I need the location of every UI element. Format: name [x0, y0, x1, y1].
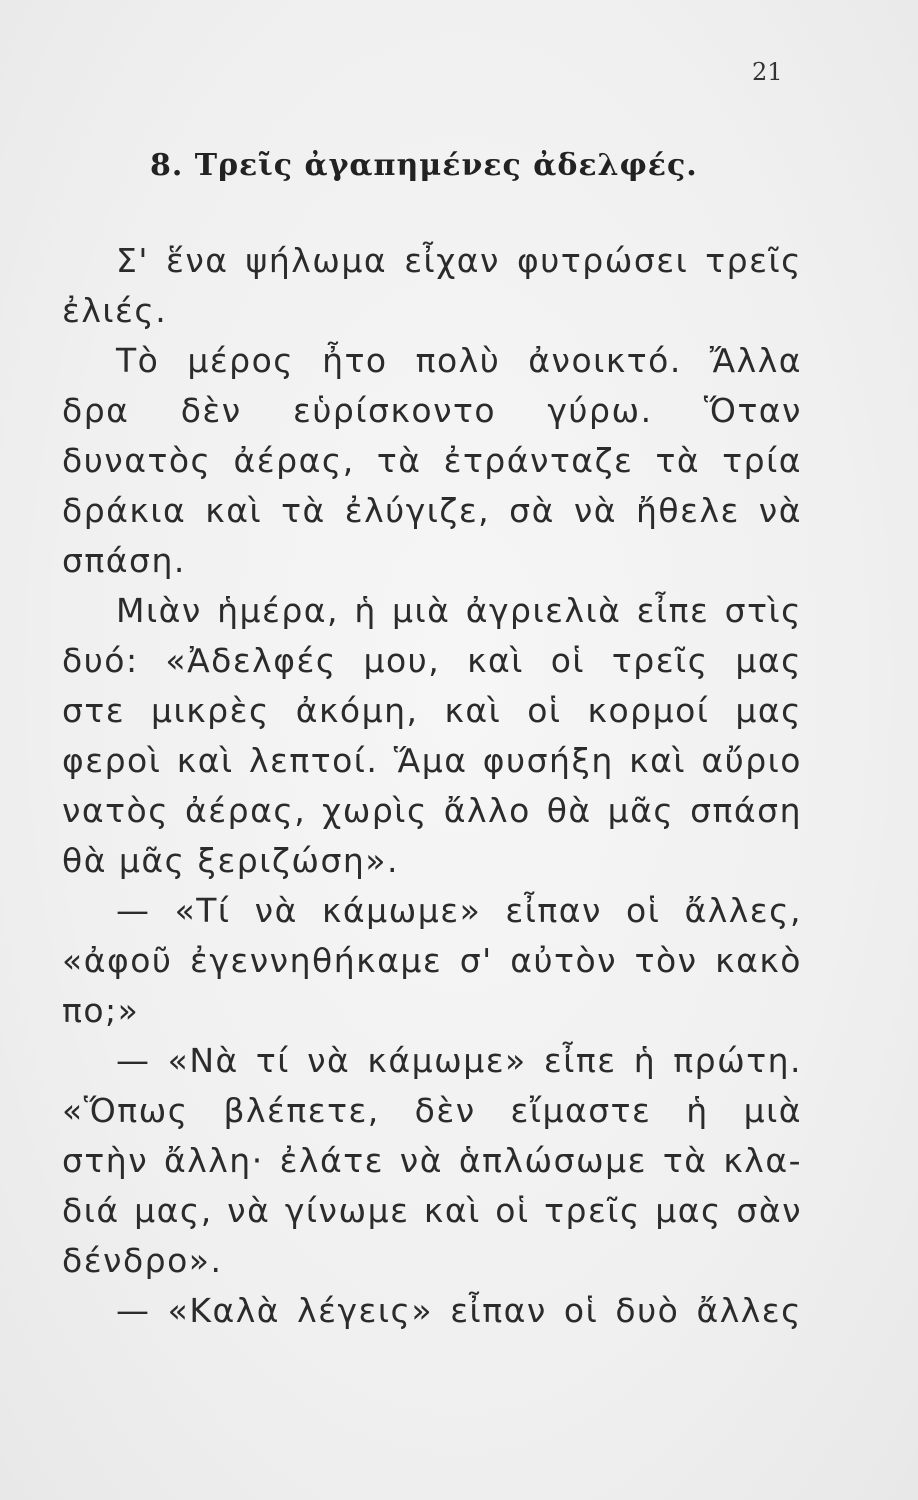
text-line: «Ὅπως βλέπετε, δὲν εἴμαστε ἡ μιὰ [62, 1091, 802, 1130]
text-line: στε μικρὲς ἀκόμη, καὶ οἱ κορμοί μας [62, 691, 802, 730]
text-line: σπάση. [62, 541, 186, 580]
text-line: — «Καλὰ λέγεις» εἶπαν οἱ δυὸ ἄλλες [116, 1291, 802, 1330]
text-line: Σ' ἕνα ψήλωμα εἶχαν φυτρώσει τρεῖς [116, 241, 802, 280]
text-line: θὰ μᾶς ξεριζώση». [62, 841, 399, 880]
text-line: δυνατὸς ἀέρας, τὰ ἐτράνταζε τὰ τρία [62, 441, 802, 480]
chapter-title [150, 148, 698, 183]
text-line: στὴν ἄλλη· ἐλάτε νὰ ἁπλώσωμε τὰ κλα- [62, 1141, 802, 1180]
text-line: ἐλιές. [62, 291, 168, 330]
text-line: Μιὰν ἡμέρα, ἡ μιὰ ἀγριελιὰ εἶπε στὶς [116, 591, 802, 630]
text-line: — «Τί νὰ κάμωμε» εἶπαν οἱ ἄλλες, [116, 891, 802, 930]
text-line: δράκια καὶ τὰ ἐλύγιζε, σὰ νὰ ἤθελε νὰ [62, 491, 802, 530]
story-text [62, 236, 802, 1336]
text-line: δυό: «Ἀδελφές μου, καὶ οἱ τρεῖς μας [62, 641, 802, 680]
chapter-title-text: Τρεῖς ἀγαπημένες ἀδελφές. [194, 148, 698, 183]
chapter-number: 8. [150, 148, 184, 183]
text-line: πο;» [62, 991, 140, 1030]
text-line: «ἀφοῦ ἐγεννηθήκαμε σ' αὐτὸν τὸν κακὸ [62, 941, 802, 980]
text-line: — «Νὰ τί νὰ κάμωμε» εἶπε ἡ πρώτη. [116, 1041, 802, 1080]
text-line: δρα δὲν εὑρίσκοντο γύρω. Ὅταν [62, 391, 802, 430]
page-number: 21 [752, 58, 783, 86]
text-line: νατὸς ἀέρας, χωρὶς ἄλλο θὰ μᾶς σπάση [62, 791, 802, 830]
text-line: Τὸ μέρος ἦτο πολὺ ἀνοικτό. Ἄλλα [116, 341, 802, 380]
text-line: φεροὶ καὶ λεπτοί. Ἅμα φυσήξη καὶ αὔριο [62, 741, 802, 780]
text-line: διά μας, νὰ γίνωμε καὶ οἱ τρεῖς μας σὰν [62, 1191, 802, 1230]
text-line: δένδρο». [62, 1241, 223, 1280]
